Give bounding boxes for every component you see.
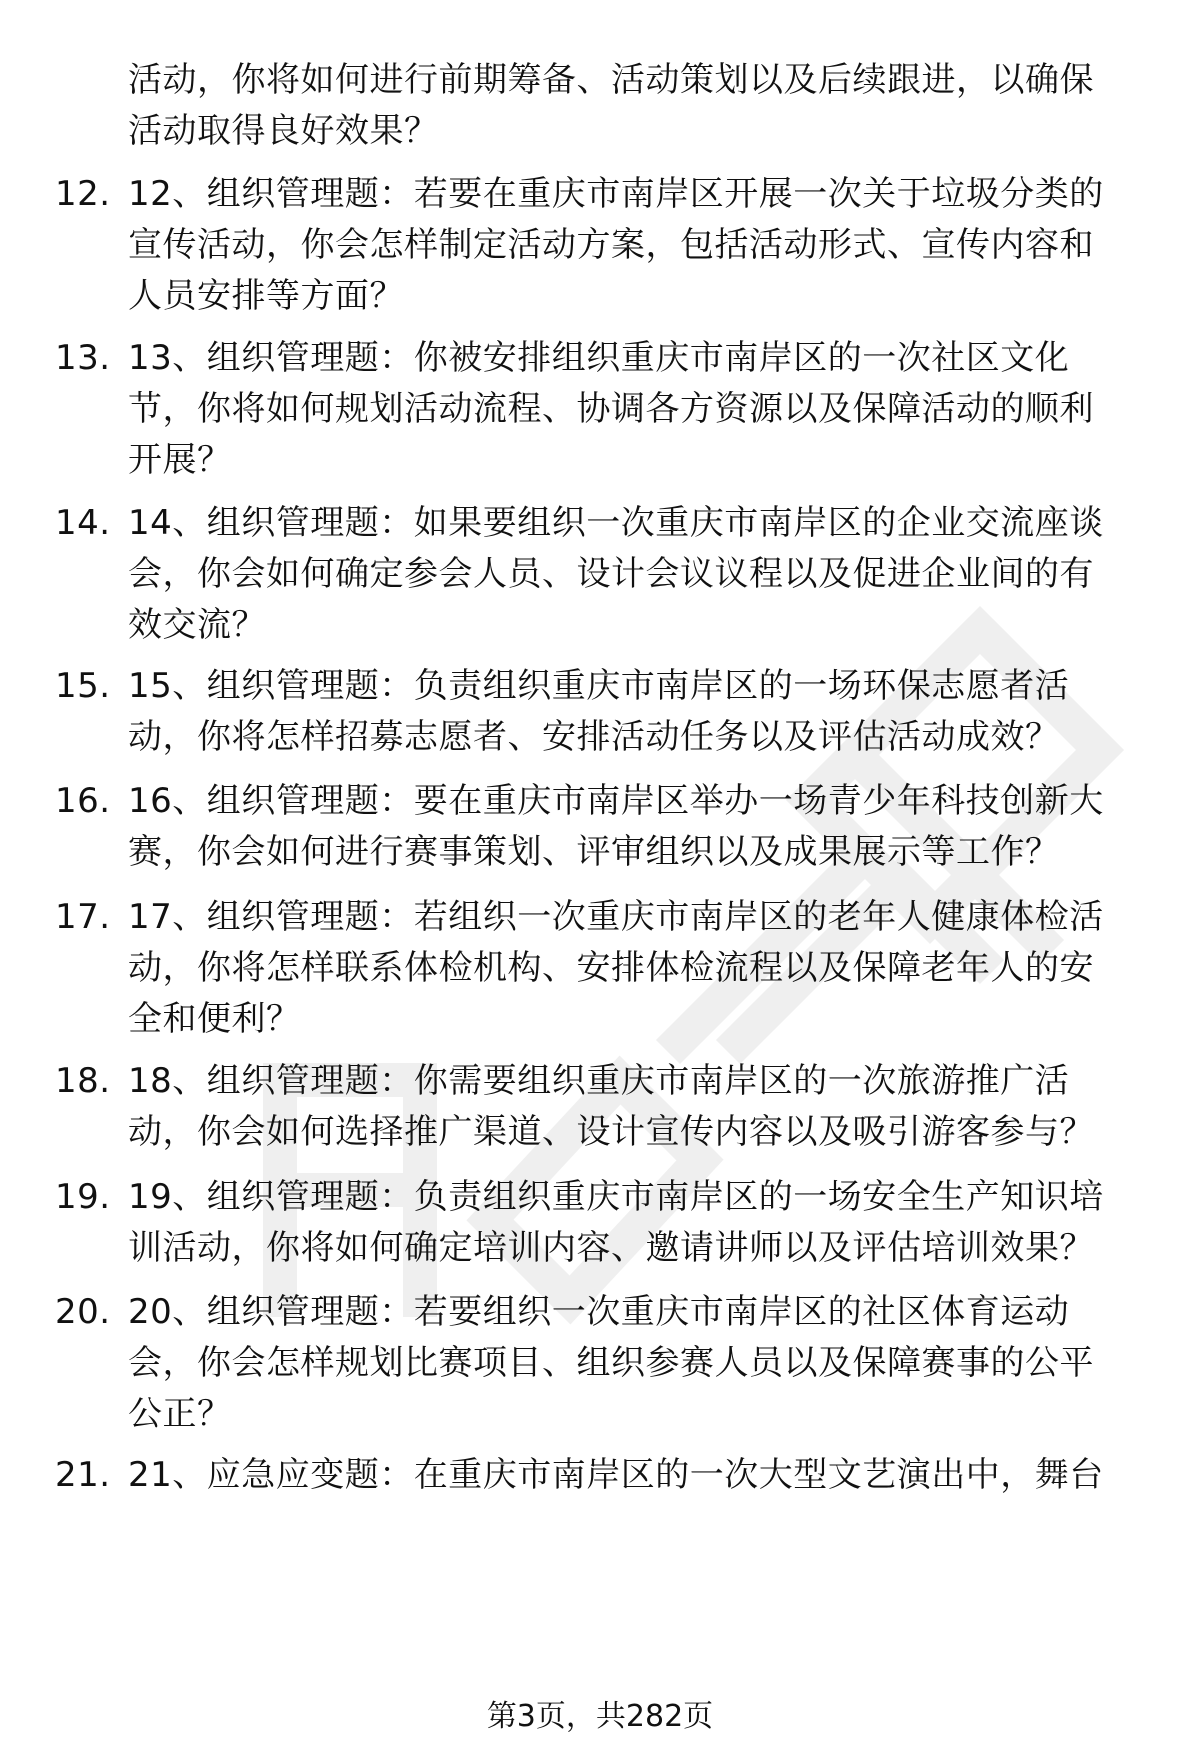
text-line: 21、应急应变题：在重庆市南岸区的一次大型文艺演出中，舞台 <box>128 1455 1104 1495</box>
text-line: 训活动，你将如何确定培训内容、邀请讲师以及评估培训效果？ <box>128 1228 1094 1268</box>
list-item-text <box>128 892 1138 1045</box>
list-item-number: 21. <box>55 1455 111 1495</box>
text-line: 节，你将如何规划活动流程、协调各方资源以及保障活动的顺利 <box>128 389 1094 429</box>
text-line: 动，你将怎样联系体检机构、安排体检流程以及保障老年人的安 <box>128 948 1094 988</box>
list-item-text <box>128 1056 1138 1158</box>
list-item-text <box>128 776 1138 878</box>
list-item-text <box>128 661 1138 763</box>
text-line: 会，你会怎样规划比赛项目、组织参赛人员以及保障赛事的公平 <box>128 1343 1094 1383</box>
list-item-number: 13. <box>55 338 111 378</box>
text-line: 动，你会如何选择推广渠道、设计宣传内容以及吸引游客参与？ <box>128 1112 1094 1152</box>
list-item-number: 20. <box>55 1292 111 1332</box>
text-line: 18、组织管理题：你需要组织重庆市南岸区的一次旅游推广活 <box>128 1061 1070 1101</box>
continuation-line: 活动，你将如何进行前期筹备、活动策划以及后续跟进，以确保 <box>128 60 1094 100</box>
text-line: 宣传活动，你会怎样制定活动方案，包括活动形式、宣传内容和 <box>128 225 1094 265</box>
continuation-line: 活动取得良好效果？ <box>128 111 439 151</box>
list-item-number: 14. <box>55 503 111 543</box>
list-item-text <box>128 333 1138 486</box>
list-item-text <box>128 1450 1138 1501</box>
text-line: 会，你会如何确定参会人员、设计会议议程以及促进企业间的有 <box>128 554 1094 594</box>
text-line: 16、组织管理题：要在重庆市南岸区举办一场青少年科技创新大 <box>128 781 1104 821</box>
list-item-text <box>128 498 1138 651</box>
text-line: 15、组织管理题：负责组织重庆市南岸区的一场环保志愿者活 <box>128 666 1070 706</box>
text-line: 20、组织管理题：若要组织一次重庆市南岸区的社区体育运动 <box>128 1292 1070 1332</box>
text-line: 19、组织管理题：负责组织重庆市南岸区的一场安全生产知识培 <box>128 1177 1104 1217</box>
list-item-text <box>128 1172 1138 1274</box>
list-item-text <box>128 1287 1138 1440</box>
text-line: 14、组织管理题：如果要组织一次重庆市南岸区的企业交流座谈 <box>128 503 1104 543</box>
list-item-number: 15. <box>55 666 111 706</box>
list-item-text <box>128 169 1138 322</box>
list-item-number: 17. <box>55 897 111 937</box>
list-item-number: 19. <box>55 1177 111 1217</box>
text-line: 12、组织管理题：若要在重庆市南岸区开展一次关于垃圾分类的 <box>128 174 1104 214</box>
page-number: 第3页，共282页 <box>486 1699 714 1734</box>
list-item-number: 18. <box>55 1061 111 1101</box>
text-line: 全和便利？ <box>128 999 301 1039</box>
list-item-number: 12. <box>55 174 111 214</box>
text-line: 17、组织管理题：若组织一次重庆市南岸区的老年人健康体检活 <box>128 897 1104 937</box>
text-line: 公正？ <box>128 1394 232 1434</box>
list-item-number: 16. <box>55 781 111 821</box>
text-line: 动，你将怎样招募志愿者、安排活动任务以及评估活动成效？ <box>128 717 1060 757</box>
text-line: 开展？ <box>128 440 232 480</box>
continuation-paragraph <box>128 55 1138 157</box>
text-line: 效交流？ <box>128 605 266 645</box>
text-line: 13、组织管理题：你被安排组织重庆市南岸区的一次社区文化 <box>128 338 1070 378</box>
text-line: 人员安排等方面？ <box>128 276 404 316</box>
text-line: 赛，你会如何进行赛事策划、评审组织以及成果展示等工作？ <box>128 832 1060 872</box>
